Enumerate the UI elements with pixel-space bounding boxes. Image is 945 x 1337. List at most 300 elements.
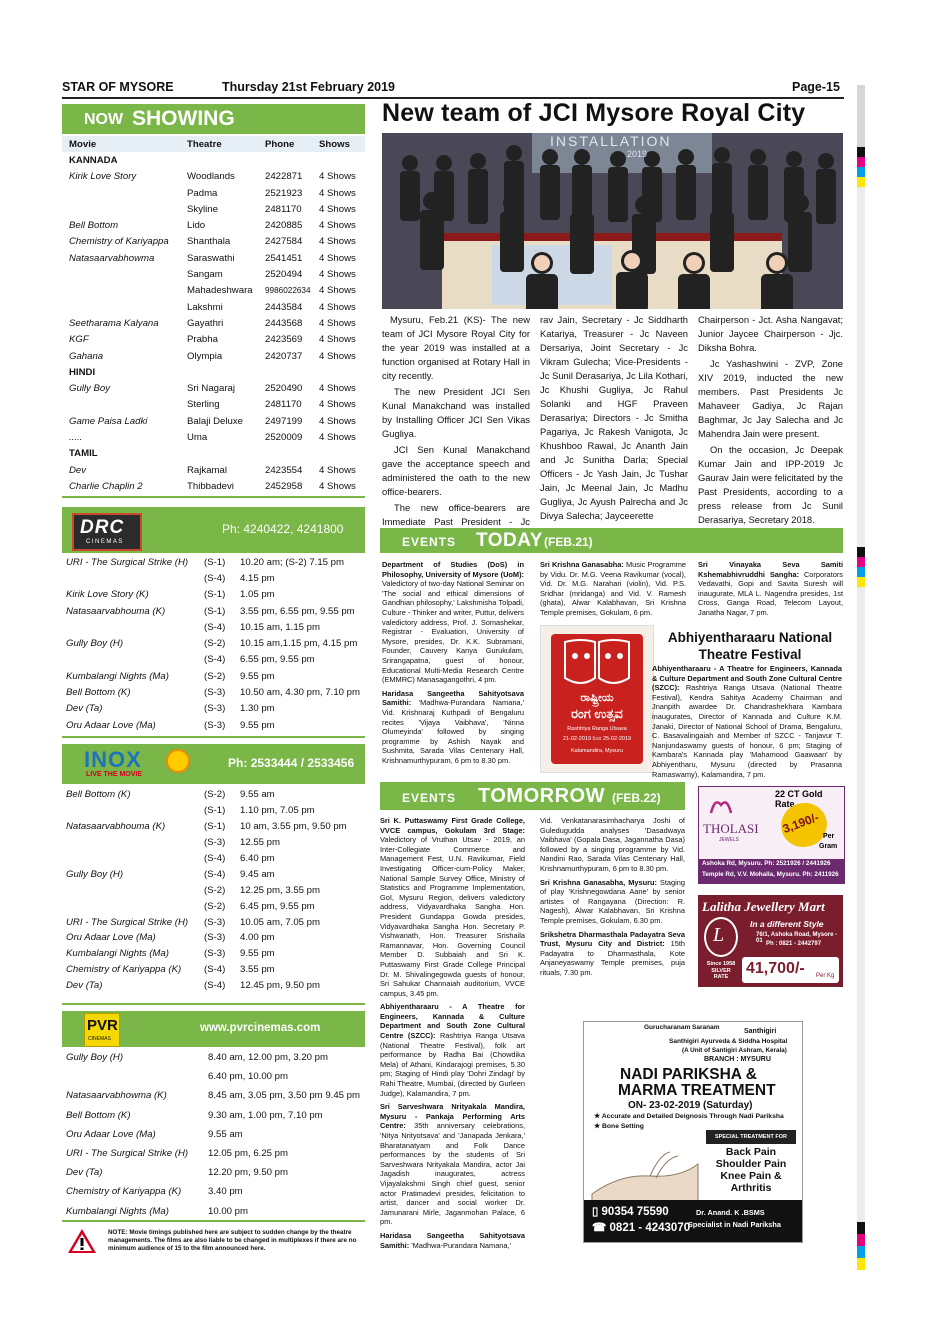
pvr-schedule-row xyxy=(66,1144,366,1163)
show-count: 4 Shows xyxy=(319,431,356,443)
movie-title: Natasaarvabhowma (K) xyxy=(66,1090,167,1102)
inox-schedule-row xyxy=(66,787,366,803)
screen-number: (S-2) xyxy=(204,789,226,801)
show-times: 6.40 pm xyxy=(240,853,275,864)
article-col-3: Chairperson - Jct. Asha Nangavat; Junior Jaycee Chairperson - Jjc. Diksha Bohra. Jc Yashashwini - ZVP, Zone XIV 2019, inducted the new members. Past Presidents Jc Mahaveer Gadiya, Jc Rajan Baghmar, Jc Jay Salecha and Jc Mahendra Jain were present. On the occasion, Jc Deepak Kumar Jain and IPP-2019 Jc Gaurav Jain were felicitated by the Past Presidents, according to a press release from Jc Sunil Derasariya, Secretary 2018. xyxy=(698,314,843,525)
screen-number: (S-1) xyxy=(204,805,226,817)
event-item xyxy=(698,560,843,618)
event-item xyxy=(540,878,685,926)
pvr-schedule-row xyxy=(66,1067,366,1086)
screen-number: (S-4) xyxy=(204,980,226,992)
movie-title: Kirik Love Story (K) xyxy=(66,589,149,601)
showing-row xyxy=(69,283,364,299)
event-details: 15th Padayatra to Dharmasthala, Kote Anjaneyaswamy Temple premises, puja rituals, 7.30 pm. xyxy=(540,939,685,977)
showing-row xyxy=(69,217,364,233)
show-times: 10.20 am; (S-2) 7.15 pm xyxy=(240,556,344,568)
showing-row xyxy=(69,380,364,396)
show-times: 1.05 pm xyxy=(240,589,275,601)
movie-title: Bell Bottom (K) xyxy=(66,789,131,801)
event-item xyxy=(540,816,685,874)
language-label: KANNADA xyxy=(69,154,118,166)
drc-phone: 4240422, 4241800 xyxy=(243,522,344,536)
movie-title: Game Paisa Ladki xyxy=(69,415,148,427)
show-count: 4 Shows xyxy=(319,203,356,215)
paper-name: STAR OF MYSORE xyxy=(62,80,174,94)
drc-schedule-row xyxy=(66,570,366,586)
movie-title: Bell Bottom xyxy=(69,220,119,232)
event-item xyxy=(382,689,524,766)
theatre-phone: 2443568 xyxy=(265,317,303,329)
movie-title xyxy=(69,185,187,201)
theatre-phone: 2520494 xyxy=(265,269,303,281)
movie-title xyxy=(69,201,187,217)
language-section-row xyxy=(69,364,364,380)
language-label: TAMIL xyxy=(69,448,98,460)
drc-phone-prefix: Ph: xyxy=(222,522,241,536)
movie-title xyxy=(66,570,204,586)
show-times: 1.10 pm, 7.05 pm xyxy=(240,805,315,817)
movie-title xyxy=(69,299,187,315)
show-times: 12.55 pm xyxy=(240,837,281,849)
show-times: 9.30 am, 1.00 pm, 7.10 pm xyxy=(208,1109,323,1121)
theatre-phone: 2520490 xyxy=(265,383,303,395)
screen-number: (S-1) xyxy=(204,821,226,833)
lalitha-jewellery-ad: Lalitha Jewellery Mart L In a different Style 76/1, Ashoka Road, Mysore - 01 Ph : 0821 - 2442797 Since 1958 SILVER RATE 41,700/- Per Kg xyxy=(698,895,843,987)
show-times: 4.15 pm xyxy=(240,572,275,584)
theatre-name: Lakshmi xyxy=(187,301,223,313)
event-details: Music Programme by Vidu. Dr. M.G. Veena Ravikumar (vocal), Vid. Dr. M.G. Narahari (violin), Vid. P.S. Sridhar (mridanga) and Vid. V. Ramesh (ghata), Alwar Kalabhavan, Sri Krishna Temple premises, Gokulam, 6 pm. xyxy=(540,560,686,617)
screen-number: (S-4) xyxy=(204,868,226,880)
movie-title xyxy=(66,835,204,851)
timings-note: NOTE: Movie timings published here are subject to sudden change by the theatre managements. The films are also liable to be changed in multiplexes if there are no minimum audience of 15 to the film announced here. xyxy=(108,1229,357,1252)
showing-row xyxy=(69,250,364,266)
show-times: 8.40 am, 12.00 pm, 3.20 pm xyxy=(208,1052,328,1064)
show-times: 6.45 pm, 9.55 pm xyxy=(240,900,315,912)
pvr-schedule-row xyxy=(66,1086,366,1105)
movie-title xyxy=(66,619,204,635)
movie-title: Chemistry of Kariyappa xyxy=(69,236,169,248)
events-today-header: EVENTS TODAY (FEB.21) xyxy=(380,528,843,553)
event-item xyxy=(540,560,686,618)
inox-schedule-row xyxy=(66,803,366,819)
drc-schedule-row xyxy=(66,684,366,700)
show-times: 1.30 pm xyxy=(240,703,275,715)
pvr-website: www.pvrcinemas.com xyxy=(200,1022,321,1034)
theatre-name: Lido xyxy=(187,220,206,232)
movie-title: ..... xyxy=(69,431,83,443)
event-organiser: Department of Studies (DoS) in Philosophy, University of Mysore (UoM): xyxy=(382,560,524,579)
show-count: 4 Shows xyxy=(319,383,356,395)
show-times: 6.55 pm, 9.55 pm xyxy=(240,654,315,666)
movie-title: Oru Adaar Love (Ma) xyxy=(66,719,156,731)
show-count: 4 Shows xyxy=(319,220,356,232)
screen-number: (S-3) xyxy=(204,932,226,944)
drc-schedule-row xyxy=(66,587,366,603)
screen-number: (S-3) xyxy=(204,916,226,928)
showing-row xyxy=(69,201,364,217)
theatre-phone: 2497199 xyxy=(265,415,303,427)
article-photo xyxy=(382,133,843,309)
theatre-phone: 2521923 xyxy=(265,187,303,199)
screen-number: (S-4) xyxy=(204,621,226,633)
inox-schedule-row xyxy=(66,851,366,867)
movie-title: Kumbalangi Nights (Ma) xyxy=(66,948,169,960)
movie-title: Gully Boy (H) xyxy=(66,638,124,650)
event-organiser: Sri Vinayaka Seva Samiti Kshemabhivruddhi Sangha: xyxy=(698,560,843,579)
pvr-schedule-row xyxy=(66,1182,366,1201)
movie-title: Gully Boy (H) xyxy=(66,868,124,880)
nadi-pariksha-ad: Gurucharanam Saranam Santhigiri Santhigiri Ayurveda & Siddha Hospital (A Unit of Santigiri Ashram, Kerala) BRANCH : MYSURU NADI PARIKSHA & MARMA TREATMENT ON- 23-02-2019 (Saturday) ★ Accurate and Detailed Deignosis Through Nadi Pariksha ★ Bone Setting SPECIAL TREATMENT FOR Back Pain Shoulder Pain Knee Pain & Arthritis ▯ 90354 75590 ☎ 0821 - 4243070 Dr. Anand. K .BSMS Specialist in Nadi Pariksha xyxy=(583,1021,803,1243)
theatre-name: Olympia xyxy=(187,350,223,362)
showing-row xyxy=(69,397,364,413)
drc-table xyxy=(66,554,366,733)
festival-title: Abhiyentharaaru National Theatre Festival xyxy=(667,630,833,662)
tholasi-logo-icon xyxy=(707,795,735,815)
drc-schedule-row xyxy=(66,619,366,635)
article-col-1: Mysuru, Feb.21 (KS)- The new team of JCI Mysore Royal City for the year 2019 was installed at a function organised at Rotary Hall in city recently. The new President JCI Sen Kunal Manakchand was installed by Installing Officer JCI Sen Vikas Gugliya. JCI Sen Kunal Manakchand gave the acceptance speech and administered the oath to the new office-bearers. The new office-bearers are Immediate Past President - Jc xyxy=(382,314,530,527)
drc-schedule-row xyxy=(66,717,366,733)
movie-title: Bell Bottom (K) xyxy=(66,687,131,699)
events-tomorrow-header: EVENTS TOMORROW (FEB.22) xyxy=(380,782,685,810)
theatre-name: Shanthala xyxy=(187,236,231,248)
inox-sun-icon xyxy=(166,749,190,773)
tholasi-price-badge: 3,190/- xyxy=(775,796,833,853)
col-movie: Movie xyxy=(69,138,97,150)
warning-icon xyxy=(67,1228,97,1254)
drc-schedule-row xyxy=(66,635,366,651)
showing-row xyxy=(69,169,364,185)
event-details: 'Madhwa-Purandara Namana,' Vid. Krishnaraj Kuthpadi of Bengaluru recites 'Vijaya Vaibhava', 'Ninna Olumeyinda' followed by singing programme by Ashish Nayak and Sushmita, Sarada Vilas Centenary Hall, Krishnamurthypuram, 6 pm to 8.30 pm. xyxy=(382,698,524,765)
movie-title: URI - The Surgical Strike (H) xyxy=(66,1148,189,1160)
drc-logo: DRC CINEMAS xyxy=(72,513,142,551)
drc-schedule-row xyxy=(66,603,366,619)
event-organiser: Sri Sarveshwara Nrityakala Mandira, Mysuru - Pankaja Performing Arts Centre: xyxy=(380,1102,525,1131)
inox-schedule-row xyxy=(66,978,366,994)
event-details: 35th anniversary celebrations, 'Nitya Nrityotsava' and 'Janapada Jenkara,' Bharatanatyam and Folk Dance performances by the students of Sri Sarveshwara Nrityakala Mandira, actor Jai Jagadish inaugurates, actress Vijayalakshmi Singh chief guest, senior actor Pratimadevi presides, felicitation to artist, dancer and social worker Dr. Jamunarani Mirle, Jaganmohan Palace, 6 pm. xyxy=(380,1121,525,1227)
movie-title: URI - The Surgical Strike (H) xyxy=(66,916,189,928)
show-times: 4.00 pm xyxy=(240,932,275,944)
inox-schedule-row xyxy=(66,946,366,962)
event-details: Staging of play 'Krishnegowdana Aane' by senior artistes of Rangayana (Direction: R. Nagesh), Alwar Kalabhavan, Sri Krishna Temple premises, Gokulam, 6.30 pm. xyxy=(540,877,685,925)
screen-number: (S-3) xyxy=(204,687,226,699)
showing-row xyxy=(69,462,364,478)
movie-title xyxy=(66,882,204,898)
inox-schedule-row xyxy=(66,882,366,898)
theatre-name: Sangam xyxy=(187,269,223,281)
event-organiser: Srikshetra Dharmasthala Padayatra Seva Trust, Mysuru City and District: xyxy=(540,929,685,949)
movie-title: Dev (Ta) xyxy=(66,1167,103,1179)
event-item xyxy=(380,1002,525,1098)
movie-title: Dev (Ta) xyxy=(66,703,103,715)
movie-title: Gully Boy xyxy=(69,383,111,395)
movie-title: Oru Adaar Love (Ma) xyxy=(66,932,156,944)
event-details: Rashtriya Ranga Utsava (National Theatre Festival), folk art performance by Radha Bai (Chowdika Mela) of Athani, Kindarajogi premises, 5.30 pm; Staging of Hindi play 'Dohri Zindagi' by Rahi Theatre, Mumbai, (directed by Gurleen Judge), Kalamandira, 7 pm. xyxy=(380,1031,525,1098)
screen-number: (S-4) xyxy=(204,654,226,666)
theatre-phone: 2420885 xyxy=(265,220,303,232)
screen-number: (S-4) xyxy=(204,964,226,976)
col-phone: Phone xyxy=(265,138,295,150)
show-count: 4 Shows xyxy=(319,480,356,492)
screen-number: (S-3) xyxy=(204,837,226,849)
showing-row xyxy=(69,348,364,364)
show-count: 4 Shows xyxy=(319,171,356,183)
show-count: 4 Shows xyxy=(319,285,356,297)
drc-header xyxy=(62,507,365,553)
showing-row xyxy=(69,332,364,348)
pvr-logo: PVR CINEMAS xyxy=(84,1013,120,1047)
event-details: Valedictory of Vruthan Utsav - 2019, an Inter-Collegiate Commerce and Management Fest, U.N. Ravikumar, Field Investigating Officer-cum-Policy Maker, National Sample Survey Office, Ministry of Statistics and Programme Implementation, GoI, Mysuru Region, delivers valedictory address, Vidyavardhaka Sangha Hon. President Gundappa Gowda presides, Vidyavardhaka Sangha Hon. Secretary P. Vishwanath, Hon. Treasurer Srishaila Ramannavar, Hon. Governing Council Member D. Subbaiah and Sri K. Puttaswamy First Grade College Principal Dr. M. Shivalingegowda guests of honour, Sri Sahukar Channaiah auditorium, VVCE campus, 3.45 pm. xyxy=(380,835,525,998)
theatre-name: Padma xyxy=(187,187,218,199)
event-item xyxy=(540,930,685,978)
movie-title: Bell Bottom (K) xyxy=(66,1109,131,1121)
inox-phone: 2533444 / 2533456 xyxy=(250,756,355,770)
show-times: 9.55 pm xyxy=(240,670,275,682)
show-times: 9.45 am xyxy=(240,868,275,880)
show-times: 10.00 pm xyxy=(208,1205,249,1217)
movie-title: KGF xyxy=(69,334,89,346)
show-count: 4 Shows xyxy=(319,334,356,346)
theatre-name: Woodlands xyxy=(187,171,235,183)
show-count: 4 Shows xyxy=(319,236,356,248)
show-count: 4 Shows xyxy=(319,187,356,199)
show-times: 10.15 am,1.15 pm, 4.15 pm xyxy=(240,638,358,650)
movie-title: Oru Adaar Love (Ma) xyxy=(66,1128,156,1140)
showing-row xyxy=(69,234,364,250)
tholasi-jewels-ad: 22 CT Gold Rate THOLASI JEWELS 3,190/- Per Gram Ashoka Rd, Mysuru. Ph: 2521926 / 2441926 Temple Rd, V.V. Mohalla, Mysuru. Ph: 2411926 xyxy=(698,786,845,884)
movie-title: Kumbalangi Nights (Ma) xyxy=(66,670,169,682)
event-item xyxy=(380,816,525,998)
theatre-phone: 2443584 xyxy=(265,301,303,313)
showing-row xyxy=(69,413,364,429)
show-count: 4 Shows xyxy=(319,301,356,313)
show-times: 10 am, 3.55 pm, 9.50 pm xyxy=(240,821,347,833)
inox-schedule-row xyxy=(66,930,366,946)
event-item xyxy=(382,560,524,685)
inox-schedule-row xyxy=(66,866,366,882)
event-organiser: Sri Krishna Ganasabha: xyxy=(540,560,624,569)
inox-phone-prefix: Ph: xyxy=(228,756,248,770)
theatre-name: Uma xyxy=(187,431,208,443)
theatre-name: Prabha xyxy=(187,334,218,346)
theatre-phone: 2481170 xyxy=(265,203,302,215)
event-item xyxy=(380,1231,525,1250)
movie-title: Kirik Love Story xyxy=(69,171,137,183)
theatre-phone: 2427584 xyxy=(265,236,303,248)
screen-number: (S-1) xyxy=(204,556,226,568)
drc-schedule-row xyxy=(66,554,366,570)
col-shows: Shows xyxy=(319,138,350,150)
show-times: 6.40 pm, 10.00 pm xyxy=(208,1071,288,1083)
theatre-phone: 2541451 xyxy=(265,252,303,264)
movie-title xyxy=(66,898,204,914)
group-photo-image xyxy=(382,133,843,309)
now-showing-table xyxy=(69,136,364,495)
screen-number: (S-2) xyxy=(204,900,226,912)
screen-number: (S-2) xyxy=(204,670,226,682)
theatre-phone: 9986022634 xyxy=(265,286,311,296)
showing-row xyxy=(69,266,364,282)
showing-row xyxy=(69,315,364,331)
language-label: HINDI xyxy=(69,366,96,378)
pvr-schedule-row xyxy=(66,1106,366,1125)
showing-row xyxy=(69,429,364,445)
theatre-name: Skyline xyxy=(187,203,218,215)
show-count: 4 Shows xyxy=(319,317,356,329)
movie-title: Chemistry of Kariyappa (K) xyxy=(66,1186,182,1198)
event-details: Valedictory of two-day National Seminar on 'The social and ethical dimensions of Gandhian philosophy,' Lakshmisha Tolpadi, Culture - Thinker and writer, Puttur, delivers valedictory address, Prof. J. Somashekar, Registrar - Evaluation, University of Mysore, presides, Dr. K.K. Subramani, Founder, Cauvery Kanya Gurukulam, Srirangapatna, guest of honour, Educational Multi-Media Research Centre (EMMRC) Manasagangothri, 4 pm. xyxy=(382,579,524,685)
movie-title xyxy=(69,397,187,413)
inox-header xyxy=(62,744,365,784)
show-times: 12.20 pm, 9.50 pm xyxy=(208,1167,288,1179)
event-organiser: Sri K. Puttaswamy First Grade College, VVCE campus, Gokulam 3rd Stage: xyxy=(380,816,525,835)
event-details: Vid. Venkatanarasimhacharya Joshi of Guledugudda analyses 'Dasadwaya Vaibhava' (Gopala Dasa, Jagannatha Dasa) followed by a singing programme by Vid. Nandini Rao, Sarada Vilas Centenary Hall, Krishnamurthypuram, 6 pm to 8.30 pm. xyxy=(540,816,685,873)
movie-title: Charlie Chaplin 2 xyxy=(69,480,143,492)
theatre-name: Thibbadevi xyxy=(187,480,234,492)
theatre-name: Sterling xyxy=(187,399,220,411)
show-count: 4 Shows xyxy=(319,269,356,281)
show-times: 12.05 pm, 6.25 pm xyxy=(208,1148,288,1160)
show-count: 4 Shows xyxy=(319,415,356,427)
show-times: 3.40 pm xyxy=(208,1186,243,1198)
inox-schedule-row xyxy=(66,819,366,835)
show-times: 9.55 pm xyxy=(240,948,275,960)
theatre-phone: 2423554 xyxy=(265,464,303,476)
page-number: Page-15 xyxy=(792,80,840,94)
festival-body: Abhiyentharaaru - A Theatre for Engineers, Kannada & Culture Department and South Zone Cultural Centre (SZCC): Rashtriya Ranga Utsava (National Theatre Festival), Kendra Sahitya Academy Chairman and Jnanpith awardee Dr. Chandrashekhara Kambara inaugurates, Director of Kannada and Culture K.M. Janaki, Director of National School of Drama, Bengaluru, C. Basavalingaiah and Member of SZCC - Tanjavur T. Nanjundaswamy guests of honour, 6 pm; Staging of Kambara's Kannada play 'Mahamood Gaawaan' by Abhiyentharu, Mysuru (directed by Prasanna Ramaswamy), Kalamandira, 7 pm. xyxy=(652,664,842,779)
event-organiser: Haridasa Sangeetha Sahityotsava Samithi: xyxy=(380,1230,525,1250)
movie-title xyxy=(66,851,204,867)
showing-row xyxy=(69,478,364,494)
event-details: 'Madhwa-Purandara Namana,' xyxy=(409,1240,511,1250)
theatre-festival-poster: ರಾಷ್ಟ್ರೀಯ ರಂಗ ಉತ್ಸವ Rashtriya Ranga Utsava 21-02-2019 ರಿಂದ 25-02-2019 Kalamandira, Mysuru xyxy=(540,625,654,773)
event-item xyxy=(380,1102,525,1227)
event-organiser: Abhiyentharaaru - A Theatre for Engineers, Kannada & Culture Department and South Zone Cultural Centre (SZCC): xyxy=(380,1002,525,1041)
now-showing-header: NOW SHOWING xyxy=(62,104,365,134)
show-times: 8.45 am, 3.05 pm, 3.50 pm 9.45 pm xyxy=(208,1090,360,1102)
event-organiser: Sri Krishna Ganasabha, Mysuru: xyxy=(540,877,657,887)
show-times: 3.55 pm xyxy=(240,964,275,976)
theatre-phone: 2452958 xyxy=(265,480,303,492)
movie-title xyxy=(69,283,187,299)
screen-number: (S-2) xyxy=(204,638,226,650)
event-organiser: Haridasa Sangeetha Sahityotsava Samithi: xyxy=(382,688,524,708)
lalitha-logo-icon: L xyxy=(704,917,738,957)
show-times: 9.55 am xyxy=(208,1128,243,1140)
language-section-row xyxy=(69,152,364,168)
photo-banner-year: 2019 xyxy=(627,149,648,159)
screen-number: (S-2) xyxy=(204,884,226,896)
inox-schedule-row xyxy=(66,914,366,930)
drc-schedule-row xyxy=(66,668,366,684)
photo-banner-text: INSTALLATION xyxy=(550,133,672,149)
screen-number: (S-3) xyxy=(204,719,226,731)
drc-schedule-row xyxy=(66,652,366,668)
showing-row xyxy=(69,299,364,315)
movie-title xyxy=(66,803,204,819)
show-count: 4 Shows xyxy=(319,252,356,264)
pvr-table xyxy=(66,1048,366,1221)
theatre-phone: 2520009 xyxy=(265,431,303,443)
show-times: 3.55 pm, 6.55 pm, 9.55 pm xyxy=(240,605,355,617)
screen-number: (S-4) xyxy=(204,853,226,864)
inox-schedule-row xyxy=(66,835,366,851)
theatre-name: Balaji Deluxe xyxy=(187,415,243,427)
events-tomorrow-col-2 xyxy=(540,816,685,982)
movie-title: Natasaarvabhowma xyxy=(69,252,155,264)
events-today-col-3 xyxy=(698,560,843,622)
screen-number: (S-4) xyxy=(204,572,226,584)
pvr-schedule-row xyxy=(66,1048,366,1067)
inox-logo: INOX LIVE THE MOVIE xyxy=(66,747,216,781)
theatre-name: Gayathri xyxy=(187,317,224,329)
event-details: Corporators Vedavathi, Gopi and Savita Suresh will inaugurate, MLA L. Nagendra presides, 1st Cross, Ganga Road, Telecom Layout, Janatha Nagar, 7 pm. xyxy=(698,569,843,617)
movie-title: Natasaarvabhouma (K) xyxy=(66,821,166,833)
movie-title: Dev (Ta) xyxy=(66,980,103,992)
screen-number: (S-3) xyxy=(204,703,226,715)
issue-date: Thursday 21st February 2019 xyxy=(222,80,395,94)
movie-title: Chemistry of Kariyappa (K) xyxy=(66,964,182,976)
show-count: 4 Shows xyxy=(319,350,356,362)
showing-row xyxy=(69,185,364,201)
screen-number: (S-1) xyxy=(204,589,226,601)
show-times: 9.55 pm xyxy=(240,719,275,731)
movie-title: Gahana xyxy=(69,350,104,362)
inox-table xyxy=(66,787,366,994)
theatre-phone: 2481170 xyxy=(265,399,302,411)
pvr-schedule-row xyxy=(66,1125,366,1144)
article-headline: New team of JCI Mysore Royal City xyxy=(382,99,806,127)
movie-title: Gully Boy (H) xyxy=(66,1052,124,1064)
movie-title: Kumbalangi Nights (Ma) xyxy=(66,1205,169,1217)
theatre-phone: 2423569 xyxy=(265,334,303,346)
inox-schedule-row xyxy=(66,898,366,914)
movie-title: Natasaarvabhouma (K) xyxy=(66,605,166,617)
show-count: 4 Shows xyxy=(319,464,356,476)
show-times: 12.45 pm, 9.50 pm xyxy=(240,980,320,992)
movie-title xyxy=(66,1067,208,1086)
theatre-name: Mahadeshwara xyxy=(187,285,253,297)
drc-schedule-row xyxy=(66,701,366,717)
show-times: 10.50 am, 4.30 pm, 7.10 pm xyxy=(240,687,360,699)
events-today-col-2 xyxy=(540,560,686,622)
show-times: 12.25 pm, 3.55 pm xyxy=(240,884,320,896)
movie-title: Dev xyxy=(69,464,87,476)
pvr-schedule-row xyxy=(66,1202,366,1221)
pvr-header xyxy=(62,1011,365,1047)
movie-title xyxy=(69,266,187,282)
events-tomorrow-col-1 xyxy=(380,816,525,1254)
inox-schedule-row xyxy=(66,962,366,978)
show-times: 10.05 am, 7.05 pm xyxy=(240,916,320,928)
theatre-masks-icon xyxy=(551,638,643,693)
events-today-col-1 xyxy=(382,560,524,769)
movie-title: URI - The Surgical Strike (H) xyxy=(66,556,189,568)
theatre-phone: 2420737 xyxy=(265,350,303,362)
movie-title: Seetharama Kalyana xyxy=(69,317,159,329)
col-theatre: Theatre xyxy=(187,138,222,150)
screen-number: (S-3) xyxy=(204,948,226,960)
show-times: 9.55 am xyxy=(240,789,275,801)
pvr-schedule-row xyxy=(66,1163,366,1182)
theatre-name: Saraswathi xyxy=(187,252,235,264)
article-col-2: rav Jain, Secretary - Jc Siddharth Katariya, Treasurer - Jc Naveen Dersariya, Joint Secretary - Jc Vikram Gulecha; Vice-Presidents - Jc Sunil Derasariya, Jc Lila Kothari, Jc Khushi Gugliya, Jc Rahul Solanki and HGF Praveen Derasariya; Directors - Jc Smitha Pagariya, Jc Rakesh Vanigota, Jc Khushboo Rawal, Jc Ananth Jain and Jc Sunitha Darla; Special Officers - Jc Yash Jain, Jc Tushar Jain, Jc Meenal Jain, Jc Madhu Gugliya, Jc Ayush Palrecha and Jc Divya Salecha; Jayceerette xyxy=(540,314,688,521)
show-times: 10.15 am, 1.15 pm xyxy=(240,621,320,633)
theatre-name: Sri Nagaraj xyxy=(187,383,235,395)
screen-number: (S-1) xyxy=(204,605,226,617)
theatre-phone: 2422871 xyxy=(265,171,303,183)
theatre-name: Rajkamal xyxy=(187,464,227,476)
language-section-row xyxy=(69,446,364,462)
